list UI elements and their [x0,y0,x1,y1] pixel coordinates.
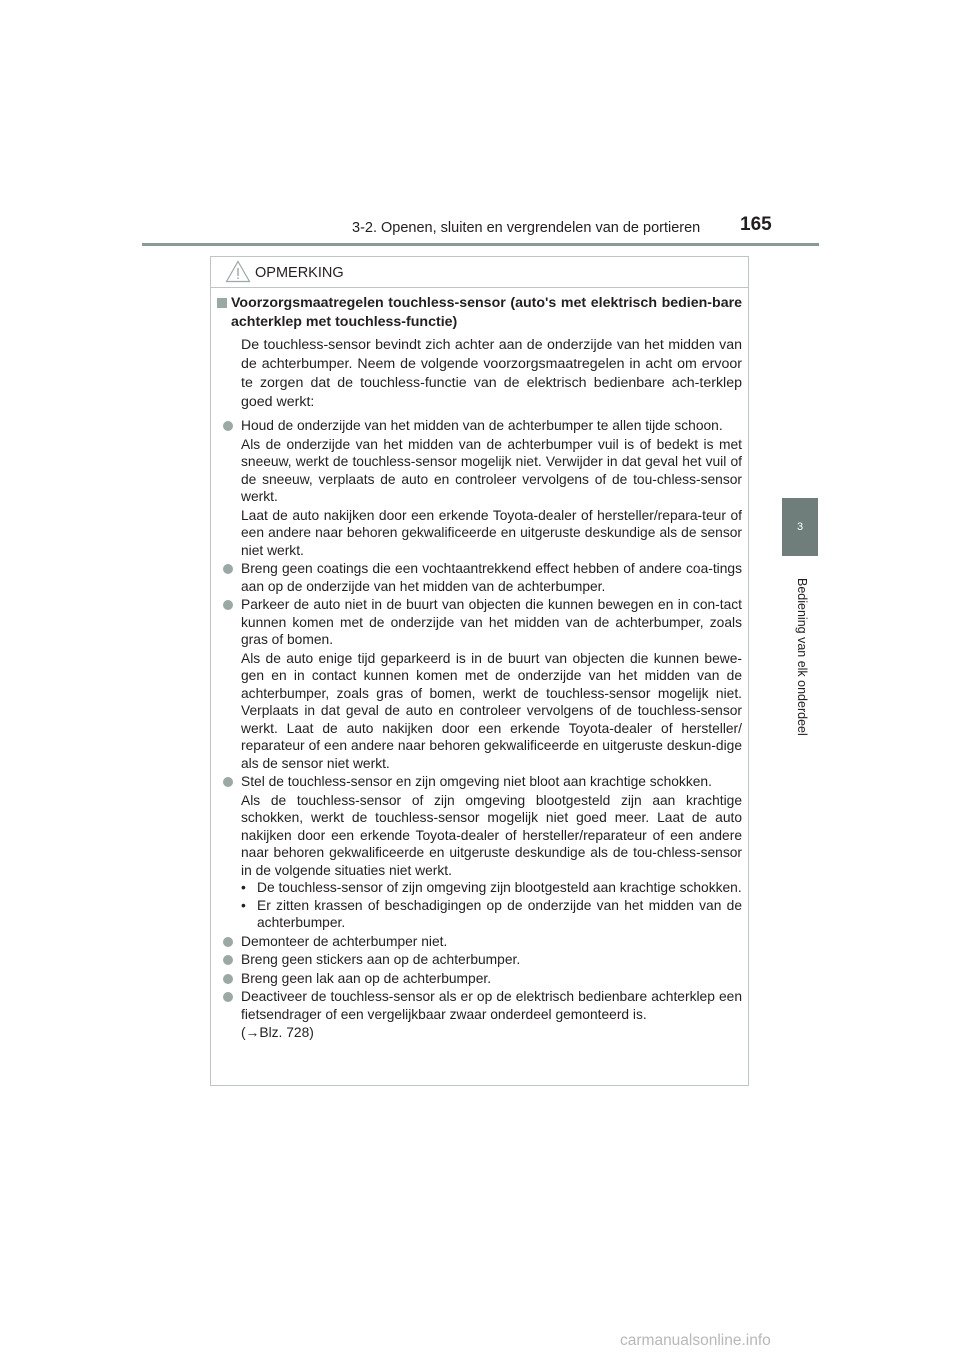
chapter-tab[interactable] [782,498,818,556]
bullet-list [217,417,742,1042]
bullet-item [217,417,742,559]
page-number: 165 [740,214,772,235]
bullet-paragraph: Laat de auto nakijken door een erkende Toyota-dealer of hersteller/repara-teur of een andere naar behoren gekwalificeerde en uitgeruste deskundige als de sensor niet werkt. [241,507,742,558]
sub-bullet-text: Er zitten krassen of beschadigingen op de onderzijde van het midden van de achterbumper. [257,897,742,930]
bullet-paragraph: (→Blz. 728) [241,1025,314,1040]
round-bullet-icon [223,777,233,787]
notice-heading-text: Voorzorgsmaatregelen touchless-sensor (auto's met elektrisch bedien-bare achterklep met touchless-functie) [231,295,742,330]
chapter-title: Bediening van elk onderdeel [795,578,809,736]
warning-triangle-icon [225,260,251,283]
bullet-item [217,773,742,932]
bullet-paragraph: Als de onderzijde van het midden van de achterbumper vuil is of bedekt is met sneeuw, werkt de touchless-sensor mogelijk niet. Verwijder in dat geval het vuil of de sneeuw, verplaats de auto en controleer vervolgens of de tou-chless-sensor werkt. [241,436,742,504]
round-bullet-icon [223,974,233,984]
bullet-text: Stel de touchless-sensor en zijn omgeving niet bloot aan krachtige schokken. [241,774,712,789]
notice-body [211,288,748,1042]
header-rule [142,243,819,246]
bullet-text: Demonteer de achterbumper niet. [241,933,448,949]
bullet-item [217,596,742,772]
notice-intro: De touchless-sensor bevindt zich achter aan de onderzijde van het midden van de achterbumper. Neem de volgende voorzorgsmaatregelen in acht om ervoor te zorgen dat de touchless-functie van de elektrisch bedienbare ach-terklep goed werkt: [241,337,742,410]
bullet-text: Houd de onderzijde van het midden van de achterbumper te allen tijde schoon. [241,418,723,433]
sub-bullet-text: De touchless-sensor of zijn omgeving zijn blootgesteld aan krachtige schokken. [257,880,742,895]
notice-header [211,257,748,288]
bullet-text: Breng geen stickers aan op de achterbumper. [241,952,521,967]
bullet-item [217,988,742,1042]
round-bullet-icon [223,937,233,947]
bullet-text: Deactiveer de touchless-sensor als er op de elektrisch bedienbare achterklep een fietsendrager of een vergelijkbaar zwaar onderdeel gemonteerd is. [241,989,742,1022]
round-bullet-icon [223,564,233,574]
bullet-item [217,951,742,969]
square-bullet-icon [217,298,227,308]
bullet-item [217,560,742,595]
bullet-text: Parkeer de auto niet in de buurt van objecten die kunnen bewegen en in con-tact kunnen komen met de onderzijde van het midden van de achterbumper, zoals gras of bomen. [241,597,742,647]
bullet-paragraph: Als de auto enige tijd geparkeerd is in de buurt van objecten die kunnen bewe-gen en in contact kunnen komen met de onderzijde van het midden van de achterbumper, zoals gras of bomen, werkt de touchless-sensor mogelijk niet. Verplaats in dat geval de auto en controleer vervolgens of de touchless-sensor werkt. Laat de auto nakijken door een erkende Toyota-dealer of hersteller/ reparateur of een andere naar behoren gekwalificeerde en uitgeruste deskun-dige als de sensor niet werkt. [241,650,742,771]
watermark: carmanualsonline.info [620,1332,771,1349]
small-bullet-icon: • [241,880,246,895]
small-bullet-icon: • [241,897,246,913]
running-header: 3-2. Openen, sluiten en vergrendelen van de portieren [352,220,701,236]
bullet-paragraph: Als de touchless-sensor of zijn omgeving blootgesteld zijn aan krachtige schokken, werkt de touchless-sensor mogelijk niet goed meer. Laat de auto nakijken door een erkende Toyota-dealer of hersteller/reparateur of een andere naar behoren gekwalificeerde en uitgeruste deskundige als de tou-chless-sensor in de volgende situaties niet werkt. [241,792,742,878]
sub-bullet-item [217,897,742,932]
notice-heading [217,294,742,332]
round-bullet-icon [223,600,233,610]
bullet-item [217,970,742,988]
bullet-item [217,933,742,951]
round-bullet-icon [223,955,233,965]
sub-bullet-item [217,879,742,897]
notice-label: OPMERKING [255,265,344,281]
round-bullet-icon [223,421,233,431]
chapter-number: 3 [796,521,804,533]
round-bullet-icon [223,992,233,1002]
notice-box [210,256,749,1086]
bullet-text: Breng geen coatings die een vochtaantrekkend effect hebben of andere coa-tings aan op de onderzijde van het midden van de achterbumper. [241,561,742,594]
bullet-text: Breng geen lak aan op de achterbumper. [241,970,492,986]
